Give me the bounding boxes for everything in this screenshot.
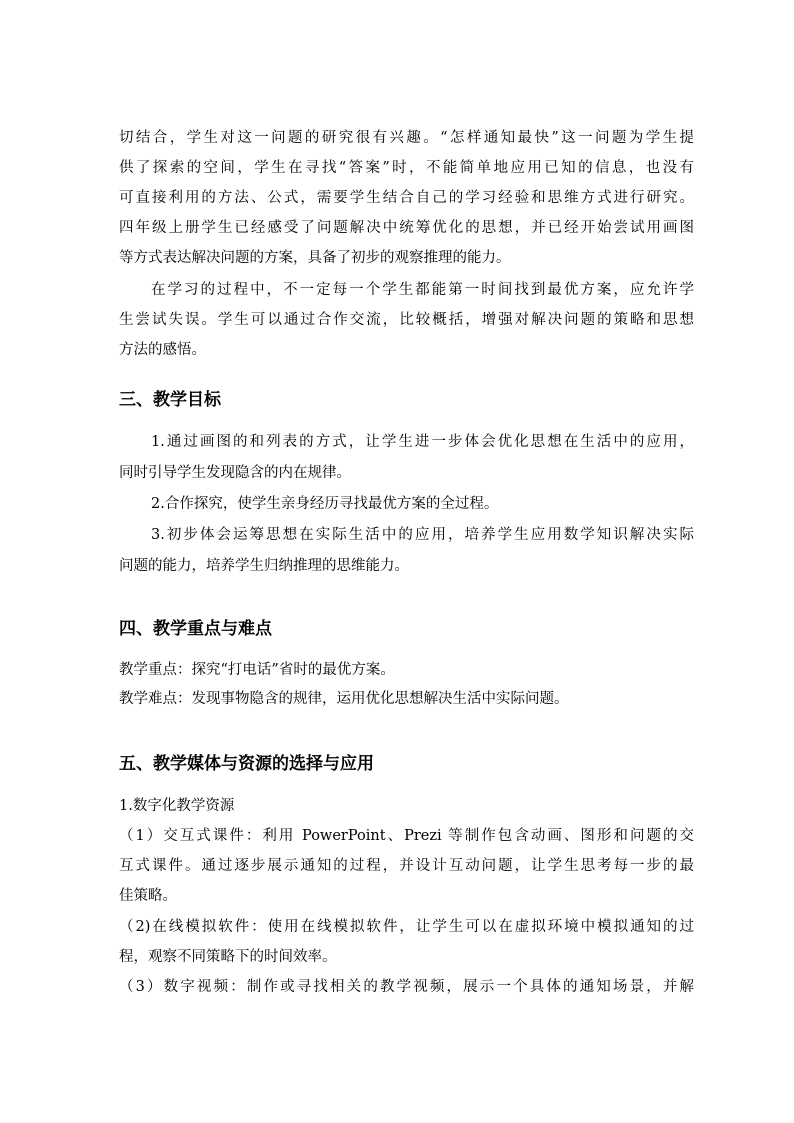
paragraph-line: 在学习的过程中，不一定每一个学生都能第一时间找到最优方案，应允许学 bbox=[151, 282, 694, 298]
paragraph-line: 佳策略。 bbox=[119, 888, 177, 904]
paragraph-line: 教学难点：发现事物隐含的规律，运用优化思想解决生活中实际问题。 bbox=[119, 691, 569, 707]
paragraph-line: 1.数字化教学资源 bbox=[119, 798, 235, 814]
paragraph-line: 2.合作探究，使学生亲身经历寻找最优方案的全过程。 bbox=[151, 496, 499, 512]
paragraph-line: 同时引导学生发现隐含的内在规律。 bbox=[119, 465, 351, 481]
section-heading: 五、教学媒体与资源的选择与应用 bbox=[119, 754, 374, 774]
paragraph-line: 生尝试失误。学生可以通过合作交流，比较概括，增强对解决问题的策略和思想 bbox=[119, 312, 694, 328]
paragraph-line: 教学重点：探究“打电话”省时的最优方案。 bbox=[119, 662, 395, 678]
paragraph-line: 可直接利用的方法、公式，需要学生结合自己的学习经验和思维方式进行研究。 bbox=[119, 190, 694, 206]
section-heading: 三、教学目标 bbox=[119, 390, 221, 410]
paragraph-line: 3.初步体会运筹思想在实际生活中的应用，培养学生应用数学知识解决实际 bbox=[151, 527, 694, 543]
paragraph-line: 四年级上册学生已经感受了问题解决中统筹优化的思想，并已经开始尝试用画图 bbox=[119, 220, 694, 236]
paragraph-line: 互式课件。通过逐步展示通知的过程，并设计互动问题，让学生思考每一步的最 bbox=[119, 858, 694, 874]
paragraph-line: 程，观察不同策略下的时间效率。 bbox=[119, 949, 337, 965]
paragraph-line: 问题的能力，培养学生归纳推理的思维能力。 bbox=[119, 558, 409, 574]
paragraph-line: 切结合，学生对这一问题的研究很有兴趣。“怎样通知最快”这一问题为学生提 bbox=[119, 130, 694, 146]
paragraph-line: （1）交互式课件：利用 PowerPoint、Prezi 等制作包含动画、图形和问题的交 bbox=[119, 828, 694, 844]
paragraph-line: （2)在线模拟软件：使用在线模拟软件，让学生可以在虚拟环境中模拟通知的过 bbox=[119, 919, 694, 935]
paragraph-line: 方法的感悟。 bbox=[119, 342, 206, 358]
paragraph-line: 1.通过画图的和列表的方式，让学生进一步体会优化思想在生活中的应用， bbox=[151, 434, 694, 450]
section-heading: 四、教学重点与难点 bbox=[119, 619, 272, 639]
paragraph-line: （3）数字视频：制作或寻找相关的教学视频，展示一个具体的通知场景，并解 bbox=[119, 979, 694, 995]
paragraph-line: 等方式表达解决问题的方案，具备了初步的观察推理的能力。 bbox=[119, 250, 511, 266]
paragraph-line: 供了探索的空间，学生在寻找“答案”时，不能简单地应用已知的信息，也没有 bbox=[119, 160, 694, 176]
